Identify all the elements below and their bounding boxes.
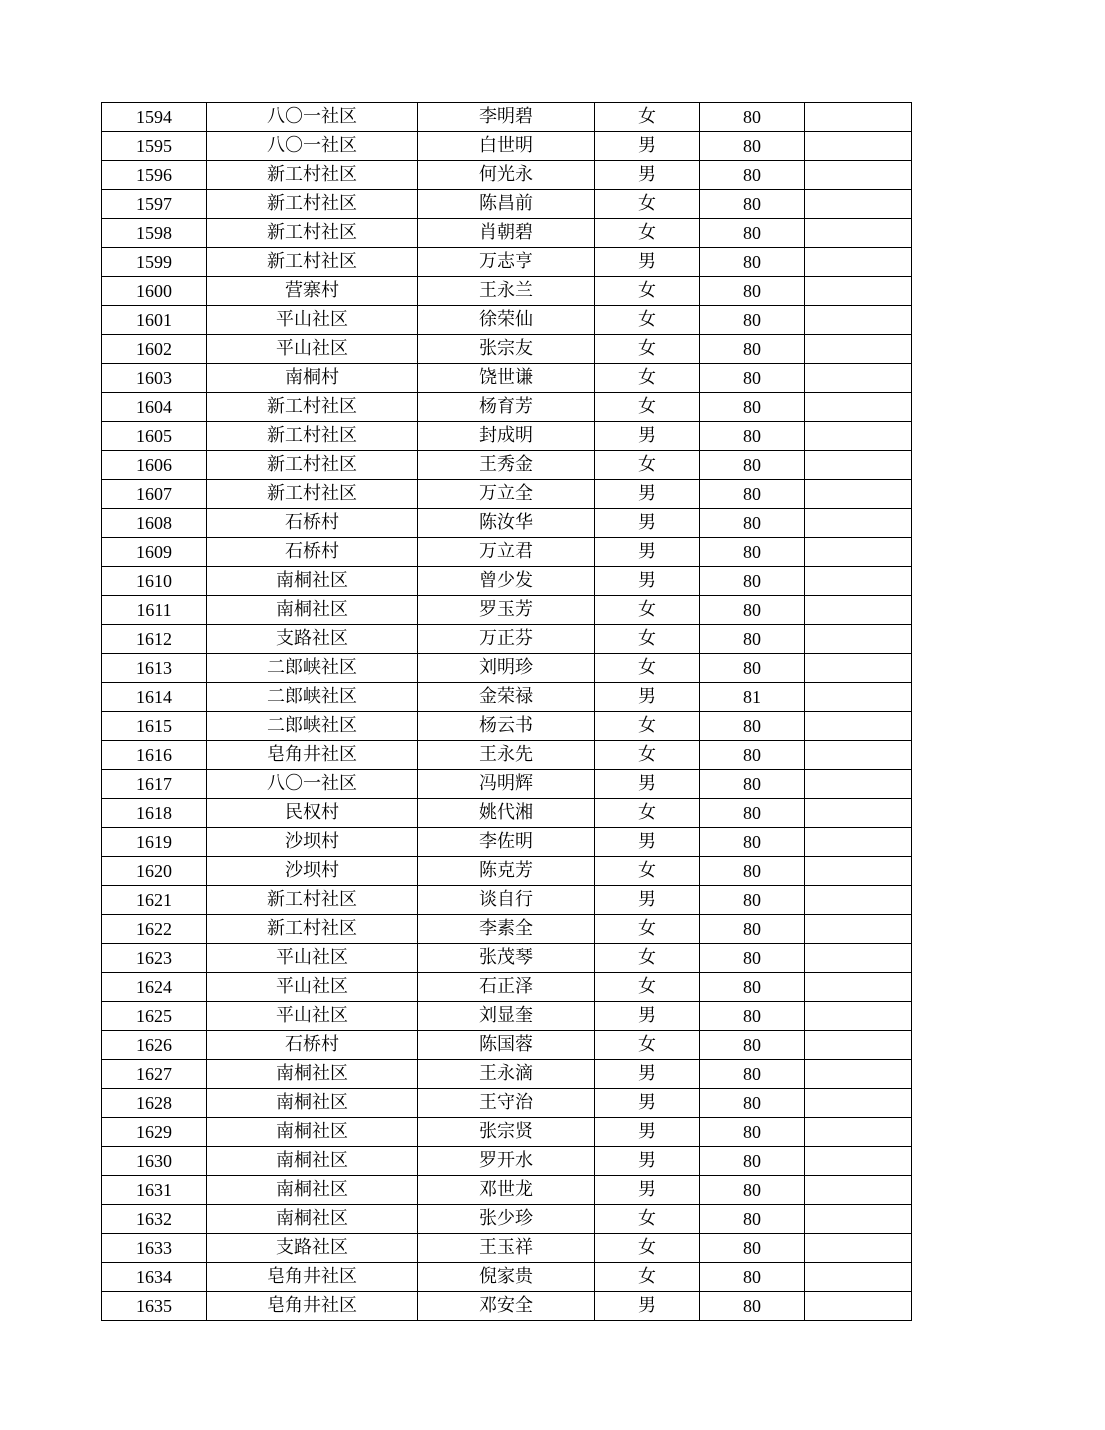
table-row (102, 306, 912, 335)
age-cell: 80 (700, 1002, 805, 1031)
row-number-cell: 1624 (102, 973, 207, 1002)
note-cell (805, 1205, 912, 1234)
gender-cell: 女 (595, 625, 700, 654)
community-cell: 沙坝村 (207, 828, 418, 857)
row-number-cell: 1610 (102, 567, 207, 596)
gender-cell: 男 (595, 1060, 700, 1089)
note-cell (805, 1060, 912, 1089)
community-cell: 沙坝村 (207, 857, 418, 886)
gender-cell: 女 (595, 944, 700, 973)
note-cell (805, 190, 912, 219)
age-cell: 80 (700, 567, 805, 596)
age-cell: 80 (700, 944, 805, 973)
row-number-cell: 1620 (102, 857, 207, 886)
community-cell: 新工村社区 (207, 480, 418, 509)
note-cell (805, 1292, 912, 1321)
row-number-cell: 1594 (102, 103, 207, 132)
community-cell: 新工村社区 (207, 422, 418, 451)
person-name-cell: 李明碧 (418, 103, 595, 132)
row-number-cell: 1632 (102, 1205, 207, 1234)
row-number-cell: 1604 (102, 393, 207, 422)
note-cell (805, 422, 912, 451)
table-row (102, 886, 912, 915)
age-cell: 80 (700, 1089, 805, 1118)
gender-cell: 女 (595, 712, 700, 741)
table-row (102, 1292, 912, 1321)
community-cell: 二郎峡社区 (207, 654, 418, 683)
age-cell: 80 (700, 886, 805, 915)
age-cell: 80 (700, 596, 805, 625)
age-cell: 80 (700, 248, 805, 277)
note-cell (805, 219, 912, 248)
community-cell: 新工村社区 (207, 451, 418, 480)
gender-cell: 女 (595, 190, 700, 219)
community-cell: 八〇一社区 (207, 132, 418, 161)
age-cell: 81 (700, 683, 805, 712)
note-cell (805, 1234, 912, 1263)
person-name-cell: 王永滴 (418, 1060, 595, 1089)
person-name-cell: 李素全 (418, 915, 595, 944)
gender-cell: 男 (595, 1118, 700, 1147)
row-number-cell: 1625 (102, 1002, 207, 1031)
age-cell: 80 (700, 1118, 805, 1147)
community-cell: 南桐社区 (207, 1118, 418, 1147)
table-row (102, 596, 912, 625)
note-cell (805, 973, 912, 1002)
person-name-cell: 万志亨 (418, 248, 595, 277)
note-cell (805, 1002, 912, 1031)
age-cell: 80 (700, 741, 805, 770)
note-cell (805, 1176, 912, 1205)
note-cell (805, 306, 912, 335)
table-row (102, 190, 912, 219)
age-cell: 80 (700, 190, 805, 219)
community-cell: 石桥村 (207, 509, 418, 538)
community-cell: 新工村社区 (207, 915, 418, 944)
age-cell: 80 (700, 335, 805, 364)
community-cell: 支路社区 (207, 1234, 418, 1263)
gender-cell: 女 (595, 1205, 700, 1234)
age-cell: 80 (700, 828, 805, 857)
note-cell (805, 625, 912, 654)
note-cell (805, 277, 912, 306)
note-cell (805, 538, 912, 567)
gender-cell: 男 (595, 1176, 700, 1205)
table-row (102, 1176, 912, 1205)
gender-cell: 女 (595, 799, 700, 828)
age-cell: 80 (700, 1031, 805, 1060)
row-number-cell: 1628 (102, 1089, 207, 1118)
table-row (102, 1234, 912, 1263)
note-cell (805, 1263, 912, 1292)
row-number-cell: 1606 (102, 451, 207, 480)
note-cell (805, 480, 912, 509)
person-name-cell: 刘显奎 (418, 1002, 595, 1031)
person-name-cell: 王玉祥 (418, 1234, 595, 1263)
row-number-cell: 1603 (102, 364, 207, 393)
row-number-cell: 1605 (102, 422, 207, 451)
table-row (102, 683, 912, 712)
table-row (102, 335, 912, 364)
table-row (102, 857, 912, 886)
note-cell (805, 364, 912, 393)
community-cell: 南桐村 (207, 364, 418, 393)
row-number-cell: 1609 (102, 538, 207, 567)
row-number-cell: 1626 (102, 1031, 207, 1060)
gender-cell: 女 (595, 1234, 700, 1263)
age-cell: 80 (700, 393, 805, 422)
person-name-cell: 陈昌前 (418, 190, 595, 219)
gender-cell: 女 (595, 364, 700, 393)
gender-cell: 女 (595, 393, 700, 422)
table-row (102, 915, 912, 944)
age-cell: 80 (700, 654, 805, 683)
gender-cell: 女 (595, 973, 700, 1002)
age-cell: 80 (700, 277, 805, 306)
community-cell: 皂角井社区 (207, 741, 418, 770)
age-cell: 80 (700, 1263, 805, 1292)
person-name-cell: 石正泽 (418, 973, 595, 1002)
gender-cell: 男 (595, 1089, 700, 1118)
table-row (102, 1205, 912, 1234)
table-row (102, 654, 912, 683)
gender-cell: 男 (595, 422, 700, 451)
gender-cell: 男 (595, 770, 700, 799)
age-cell: 80 (700, 857, 805, 886)
table-row (102, 1089, 912, 1118)
table-row (102, 1031, 912, 1060)
gender-cell: 男 (595, 132, 700, 161)
table-row (102, 451, 912, 480)
community-cell: 新工村社区 (207, 393, 418, 422)
person-name-cell: 邓世龙 (418, 1176, 595, 1205)
age-cell: 80 (700, 1234, 805, 1263)
person-name-cell: 李佐明 (418, 828, 595, 857)
age-cell: 80 (700, 973, 805, 1002)
community-cell: 支路社区 (207, 625, 418, 654)
row-number-cell: 1615 (102, 712, 207, 741)
gender-cell: 男 (595, 248, 700, 277)
gender-cell: 女 (595, 103, 700, 132)
row-number-cell: 1611 (102, 596, 207, 625)
gender-cell: 女 (595, 857, 700, 886)
community-cell: 石桥村 (207, 538, 418, 567)
note-cell (805, 944, 912, 973)
gender-cell: 男 (595, 1147, 700, 1176)
row-number-cell: 1635 (102, 1292, 207, 1321)
community-cell: 平山社区 (207, 1002, 418, 1031)
community-cell: 民权村 (207, 799, 418, 828)
table-row (102, 712, 912, 741)
note-cell (805, 799, 912, 828)
table-row (102, 364, 912, 393)
note-cell (805, 1031, 912, 1060)
note-cell (805, 335, 912, 364)
note-cell (805, 886, 912, 915)
note-cell (805, 393, 912, 422)
gender-cell: 男 (595, 828, 700, 857)
gender-cell: 男 (595, 480, 700, 509)
row-number-cell: 1631 (102, 1176, 207, 1205)
row-number-cell: 1596 (102, 161, 207, 190)
gender-cell: 女 (595, 915, 700, 944)
age-cell: 80 (700, 451, 805, 480)
person-name-cell: 徐荣仙 (418, 306, 595, 335)
community-cell: 南桐社区 (207, 567, 418, 596)
table-row (102, 509, 912, 538)
community-cell: 新工村社区 (207, 248, 418, 277)
row-number-cell: 1614 (102, 683, 207, 712)
note-cell (805, 828, 912, 857)
gender-cell: 女 (595, 741, 700, 770)
person-name-cell: 王永兰 (418, 277, 595, 306)
person-name-cell: 肖朝碧 (418, 219, 595, 248)
records-table (101, 102, 912, 1321)
age-cell: 80 (700, 480, 805, 509)
age-cell: 80 (700, 1060, 805, 1089)
row-number-cell: 1601 (102, 306, 207, 335)
table-row (102, 1060, 912, 1089)
row-number-cell: 1607 (102, 480, 207, 509)
table-row (102, 480, 912, 509)
community-cell: 平山社区 (207, 306, 418, 335)
age-cell: 80 (700, 915, 805, 944)
note-cell (805, 1147, 912, 1176)
person-name-cell: 封成明 (418, 422, 595, 451)
table-row (102, 799, 912, 828)
person-name-cell: 张茂琴 (418, 944, 595, 973)
table-row (102, 393, 912, 422)
gender-cell: 女 (595, 306, 700, 335)
note-cell (805, 683, 912, 712)
row-number-cell: 1597 (102, 190, 207, 219)
note-cell (805, 857, 912, 886)
table-row (102, 625, 912, 654)
gender-cell: 女 (595, 596, 700, 625)
age-cell: 80 (700, 509, 805, 538)
table-row (102, 973, 912, 1002)
person-name-cell: 饶世谦 (418, 364, 595, 393)
person-name-cell: 王秀金 (418, 451, 595, 480)
age-cell: 80 (700, 625, 805, 654)
person-name-cell: 曾少发 (418, 567, 595, 596)
row-number-cell: 1598 (102, 219, 207, 248)
age-cell: 80 (700, 712, 805, 741)
gender-cell: 女 (595, 277, 700, 306)
person-name-cell: 邓安全 (418, 1292, 595, 1321)
note-cell (805, 451, 912, 480)
table-row (102, 770, 912, 799)
age-cell: 80 (700, 799, 805, 828)
row-number-cell: 1622 (102, 915, 207, 944)
row-number-cell: 1630 (102, 1147, 207, 1176)
community-cell: 皂角井社区 (207, 1292, 418, 1321)
age-cell: 80 (700, 306, 805, 335)
row-number-cell: 1616 (102, 741, 207, 770)
table-row (102, 219, 912, 248)
person-name-cell: 万立君 (418, 538, 595, 567)
row-number-cell: 1629 (102, 1118, 207, 1147)
table-row (102, 828, 912, 857)
community-cell: 营寨村 (207, 277, 418, 306)
community-cell: 八〇一社区 (207, 103, 418, 132)
table-row (102, 248, 912, 277)
gender-cell: 男 (595, 161, 700, 190)
gender-cell: 男 (595, 1292, 700, 1321)
records-table-body (102, 103, 912, 1321)
community-cell: 南桐社区 (207, 1205, 418, 1234)
table-row (102, 161, 912, 190)
community-cell: 二郎峡社区 (207, 712, 418, 741)
community-cell: 新工村社区 (207, 219, 418, 248)
person-name-cell: 白世明 (418, 132, 595, 161)
gender-cell: 男 (595, 683, 700, 712)
person-name-cell: 何光永 (418, 161, 595, 190)
person-name-cell: 金荣禄 (418, 683, 595, 712)
gender-cell: 男 (595, 567, 700, 596)
table-row (102, 103, 912, 132)
person-name-cell: 谈自行 (418, 886, 595, 915)
age-cell: 80 (700, 538, 805, 567)
table-row (102, 741, 912, 770)
age-cell: 80 (700, 1292, 805, 1321)
gender-cell: 男 (595, 538, 700, 567)
community-cell: 新工村社区 (207, 161, 418, 190)
row-number-cell: 1627 (102, 1060, 207, 1089)
gender-cell: 女 (595, 451, 700, 480)
community-cell: 平山社区 (207, 973, 418, 1002)
row-number-cell: 1600 (102, 277, 207, 306)
community-cell: 南桐社区 (207, 1089, 418, 1118)
person-name-cell: 罗玉芳 (418, 596, 595, 625)
table-row (102, 277, 912, 306)
row-number-cell: 1621 (102, 886, 207, 915)
person-name-cell: 王守治 (418, 1089, 595, 1118)
community-cell: 南桐社区 (207, 596, 418, 625)
person-name-cell: 罗开水 (418, 1147, 595, 1176)
community-cell: 新工村社区 (207, 190, 418, 219)
table-row (102, 1263, 912, 1292)
person-name-cell: 陈克芳 (418, 857, 595, 886)
table-row (102, 422, 912, 451)
row-number-cell: 1599 (102, 248, 207, 277)
gender-cell: 女 (595, 654, 700, 683)
community-cell: 南桐社区 (207, 1147, 418, 1176)
person-name-cell: 王永先 (418, 741, 595, 770)
age-cell: 80 (700, 219, 805, 248)
community-cell: 皂角井社区 (207, 1263, 418, 1292)
row-number-cell: 1618 (102, 799, 207, 828)
note-cell (805, 741, 912, 770)
person-name-cell: 杨育芳 (418, 393, 595, 422)
note-cell (805, 248, 912, 277)
age-cell: 80 (700, 422, 805, 451)
age-cell: 80 (700, 364, 805, 393)
row-number-cell: 1617 (102, 770, 207, 799)
age-cell: 80 (700, 132, 805, 161)
table-row (102, 132, 912, 161)
person-name-cell: 陈国蓉 (418, 1031, 595, 1060)
person-name-cell: 姚代湘 (418, 799, 595, 828)
age-cell: 80 (700, 103, 805, 132)
row-number-cell: 1608 (102, 509, 207, 538)
row-number-cell: 1602 (102, 335, 207, 364)
row-number-cell: 1623 (102, 944, 207, 973)
person-name-cell: 倪家贵 (418, 1263, 595, 1292)
community-cell: 石桥村 (207, 1031, 418, 1060)
gender-cell: 男 (595, 1002, 700, 1031)
gender-cell: 女 (595, 335, 700, 364)
row-number-cell: 1619 (102, 828, 207, 857)
row-number-cell: 1634 (102, 1263, 207, 1292)
age-cell: 80 (700, 1147, 805, 1176)
row-number-cell: 1613 (102, 654, 207, 683)
note-cell (805, 1118, 912, 1147)
row-number-cell: 1612 (102, 625, 207, 654)
table-row (102, 1002, 912, 1031)
person-name-cell: 冯明辉 (418, 770, 595, 799)
table-row (102, 1147, 912, 1176)
row-number-cell: 1633 (102, 1234, 207, 1263)
person-name-cell: 张宗贤 (418, 1118, 595, 1147)
age-cell: 80 (700, 1205, 805, 1234)
table-row (102, 1118, 912, 1147)
person-name-cell: 万立全 (418, 480, 595, 509)
person-name-cell: 万正芬 (418, 625, 595, 654)
person-name-cell: 杨云书 (418, 712, 595, 741)
note-cell (805, 161, 912, 190)
note-cell (805, 509, 912, 538)
community-cell: 平山社区 (207, 335, 418, 364)
row-number-cell: 1595 (102, 132, 207, 161)
community-cell: 南桐社区 (207, 1060, 418, 1089)
community-cell: 平山社区 (207, 944, 418, 973)
gender-cell: 女 (595, 1263, 700, 1292)
community-cell: 南桐社区 (207, 1176, 418, 1205)
person-name-cell: 张少珍 (418, 1205, 595, 1234)
note-cell (805, 132, 912, 161)
gender-cell: 男 (595, 886, 700, 915)
note-cell (805, 770, 912, 799)
person-name-cell: 陈汝华 (418, 509, 595, 538)
gender-cell: 女 (595, 219, 700, 248)
note-cell (805, 1089, 912, 1118)
note-cell (805, 915, 912, 944)
table-row (102, 538, 912, 567)
community-cell: 新工村社区 (207, 886, 418, 915)
age-cell: 80 (700, 161, 805, 190)
gender-cell: 男 (595, 509, 700, 538)
note-cell (805, 654, 912, 683)
gender-cell: 女 (595, 1031, 700, 1060)
person-name-cell: 刘明珍 (418, 654, 595, 683)
age-cell: 80 (700, 1176, 805, 1205)
note-cell (805, 712, 912, 741)
age-cell: 80 (700, 770, 805, 799)
community-cell: 八〇一社区 (207, 770, 418, 799)
note-cell (805, 103, 912, 132)
table-row (102, 567, 912, 596)
table-row (102, 944, 912, 973)
community-cell: 二郎峡社区 (207, 683, 418, 712)
note-cell (805, 596, 912, 625)
note-cell (805, 567, 912, 596)
person-name-cell: 张宗友 (418, 335, 595, 364)
